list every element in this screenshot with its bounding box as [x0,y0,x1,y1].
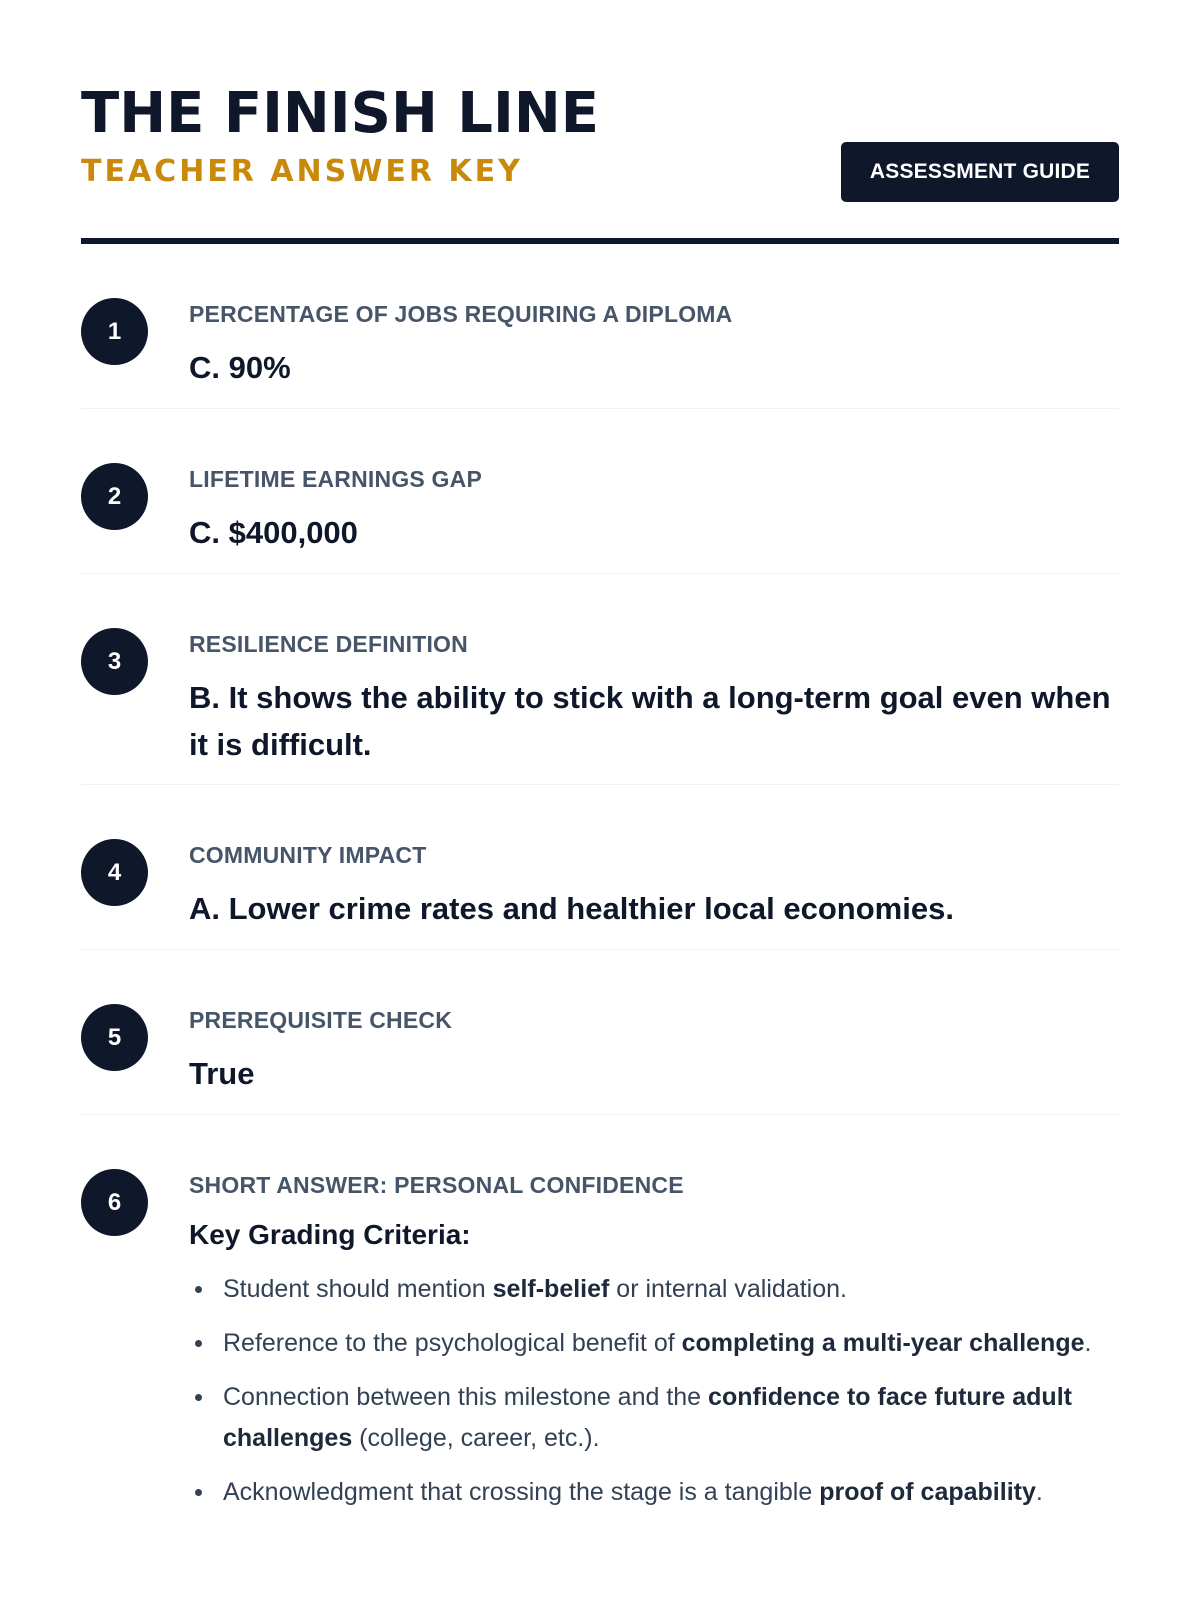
page-title: THE FINISH LINE [81,81,599,146]
criteria-item [189,1323,1119,1364]
answer-text: A. Lower crime rates and healthier local economies. [189,891,954,926]
answer-text: True [189,1056,255,1091]
question-number-badge: 5 [81,1004,148,1071]
question-label: COMMUNITY IMPACT [189,842,427,868]
answer-text: C. 90% [189,350,291,385]
answer-item-2 [81,409,1119,574]
criteria-text: Connection between this milestone and the [223,1383,709,1411]
question-number-badge: 6 [81,1169,148,1236]
answer-content [189,465,1119,556]
bullet-icon [195,1394,202,1401]
answer-content [189,1006,1119,1097]
answer-item-6 [81,1115,1119,1555]
page-subtitle: TEACHER ANSWER KEY [81,154,523,189]
bullet-icon [195,1340,202,1347]
answer-text: C. $400,000 [189,515,358,550]
answer-content [189,630,1119,768]
page-header [81,80,1119,244]
criteria-text: or internal validation. [609,1275,847,1303]
criteria-key-phrase: completing a multi-year challenge [681,1329,1085,1357]
bullet-icon [195,1489,202,1496]
answer-content [189,841,1119,932]
answer-item-4 [81,785,1119,950]
criteria-text: Reference to the psychological benefit of [223,1329,682,1357]
bullet-icon [195,1286,202,1293]
answer-item-3 [81,574,1119,785]
criteria-item [189,1472,1119,1513]
question-label: LIFETIME EARNINGS GAP [189,466,482,492]
answer-list [81,244,1119,1555]
answer-content [189,1171,1119,1526]
criteria-text: . [1084,1329,1092,1357]
criteria-item [189,1269,1119,1310]
question-label: SHORT ANSWER: PERSONAL CONFIDENCE [189,1172,684,1198]
criteria-text: Student should mention [223,1275,493,1303]
criteria-heading: Key Grading Criteria: [189,1219,471,1250]
criteria-text: . [1035,1478,1043,1506]
assessment-guide-badge: ASSESSMENT GUIDE [841,142,1119,202]
answer-item-5 [81,950,1119,1115]
criteria-text: Acknowledgment that crossing the stage is a tangible [223,1478,820,1506]
criteria-key-phrase: confidence to face future adult challenges [223,1383,1072,1452]
criteria-key-phrase: self-belief [492,1275,610,1303]
question-label: PERCENTAGE OF JOBS REQUIRING A DIPLOMA [189,301,733,327]
answer-content [189,300,1119,391]
question-number-badge: 1 [81,298,148,365]
criteria-key-phrase: proof of capability [819,1478,1036,1506]
question-number-badge: 2 [81,463,148,530]
answer-text: B. It shows the ability to stick with a long-term goal even when it is difficult. [189,680,1111,762]
answer-item-1 [81,244,1119,409]
question-label: PREREQUISITE CHECK [189,1007,453,1033]
criteria-text: (college, career, etc.). [352,1424,600,1452]
criteria-item [189,1377,1119,1459]
question-number-badge: 4 [81,839,148,906]
question-label: RESILIENCE DEFINITION [189,631,468,657]
question-number-badge: 3 [81,628,148,695]
grading-criteria-list [189,1269,1119,1513]
